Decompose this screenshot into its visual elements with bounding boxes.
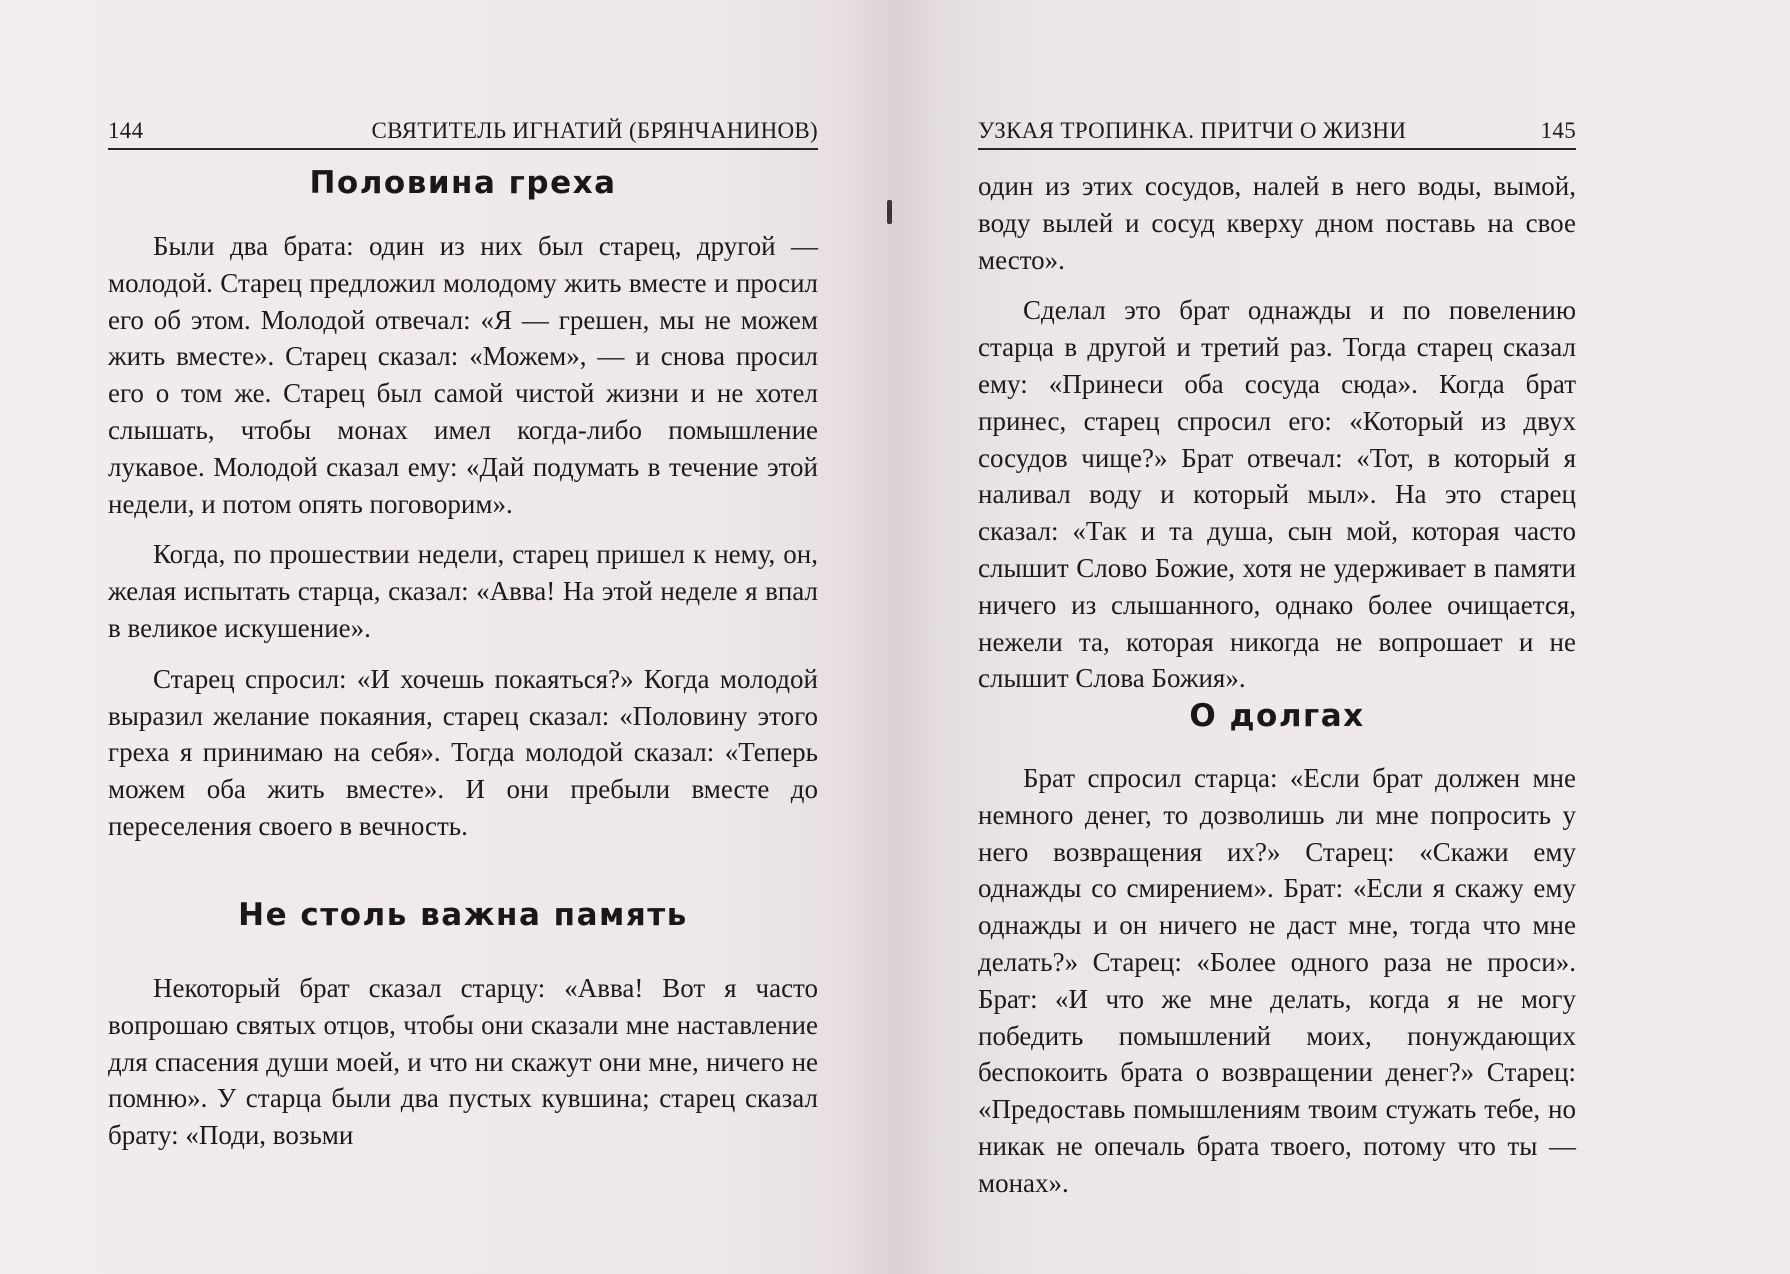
right-page-number: 145 (1540, 118, 1576, 143)
left-body-1 (108, 228, 818, 845)
left-heading-1: Половина греха (309, 165, 617, 201)
right-paragraph-2: Сделал это брат однажды и по повелению старца в другой и третий раз. Тогда старец сказал ему: «Принеси оба сосуда сюда». Когда брат принес, старец спросил его: «Который из двух сосудов чище?» Брат отвечал: «Тот, в который я наливал воду и который мыл». На это старец сказал: «Так и та душа, сын мой, которая часто слышит Слово Божие, хотя не удерживает в памяти ничего из слышанного, однако более очищается, нежели та, которая никогда не вопрошает и не слышит Слова Божия». (978, 295, 1576, 694)
left-body-2 (108, 970, 818, 1154)
left-running-title: СВЯТИТЕЛЬ ИГНАТИЙ (БРЯНЧАНИНОВ) (371, 118, 818, 143)
right-body-2 (978, 760, 1576, 1202)
left-paragraph-3: Старец спросил: «И хочешь покаяться?» Когда молодой выразил желание покаяния, старец сказал: «Половину этого греха я принимаю на себя». Тогда молодой сказал: «Теперь можем оба жить вместе». И они пребыли вместе до переселения своего в вечность. (108, 663, 818, 841)
right-paragraph-3: Брат спросил старца: «Если брат должен мне немного денег, то дозволишь ли мне попросить у него возвращения их?» Старец: «Скажи ему однажды со смирением». Брат: «Если я скажу ему однажды и он ничего не даст мне, тогда что мне делать?» Старец: «Более одного раза не проси». Брат: «И что же мне делать, когда я не могу победить помышлений моих, понуждающих беспокоить брата о возвращении денег?» Старец: «Предоставь помышлениям твоим стужать тебе, но никак не опечаль брата твоего, потому что ты — монах». (978, 763, 1576, 1198)
left-page-number: 144 (108, 118, 144, 143)
right-page (890, 0, 1790, 1274)
left-paragraph-2: Когда, по прошествии недели, старец пришел к нему, он, желая испытать старца, сказал: «Авва! На этой неделе я впал в великое искушение». (108, 539, 818, 643)
right-running-title: УЗКАЯ ТРОПИНКА. ПРИТЧИ О ЖИЗНИ (978, 118, 1407, 143)
right-body-1 (978, 168, 1576, 697)
left-paragraph-4: Некоторый брат сказал старцу: «Авва! Вот я часто вопрошаю святых отцов, чтобы они сказали мне наставление для спасения души моей, и что ни скажут они мне, ничего не помню». У старца были два пустых кувшина; старец сказал брату: «Поди, возьми (108, 973, 818, 1151)
right-paragraph-1: один из этих сосудов, налей в него воды, вымой, воду вылей и сосуд кверху дном поставь на свое место». (978, 171, 1576, 275)
left-page (0, 0, 890, 1274)
left-page-header (108, 112, 818, 150)
left-heading-2: Не столь важна память (238, 897, 688, 933)
right-heading-2: О долгах (1189, 698, 1365, 734)
right-page-header (978, 112, 1576, 150)
left-paragraph-1: Были два брата: один из них был старец, другой — молодой. Старец предложил молодому жить вместе и просил его об этом. Молодой отвечал: «Я — грешен, мы не можем жить вместе». Старец сказал: «Можем», — и снова просил его о том же. Старец был самой чистой жизни и не хотел слышать, чтобы монах имел когда-либо помышление лукавое. Молодой сказал ему: «Дай подумать в течение этой недели, и потом опять поговорим». (108, 231, 818, 519)
